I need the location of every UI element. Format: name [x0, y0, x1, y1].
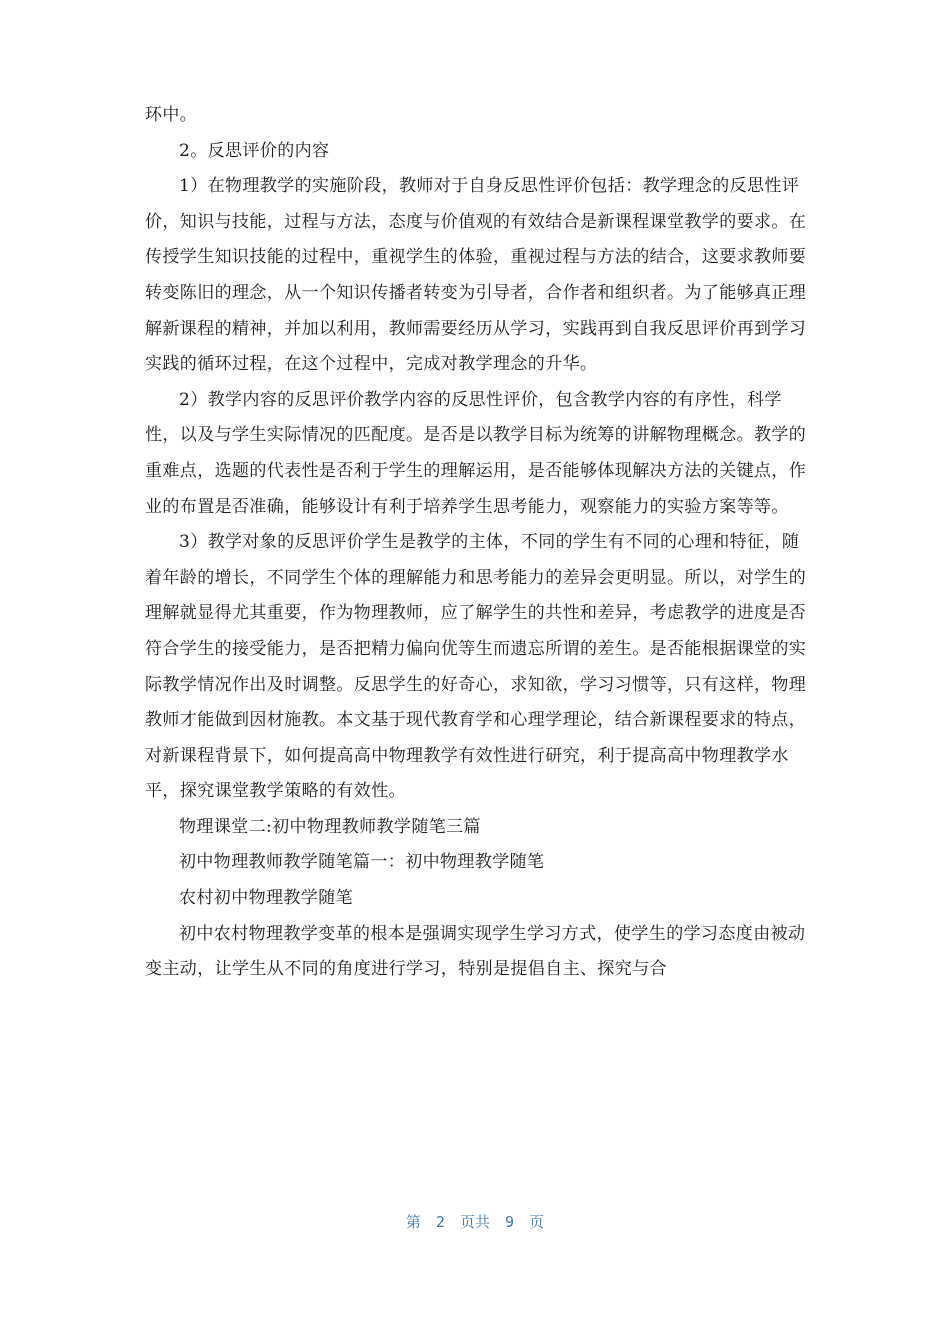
page-footer	[0, 1211, 950, 1232]
paragraph: 环中。	[145, 105, 198, 125]
page-label-prefix: 第	[405, 1213, 421, 1231]
section-heading: 2。反思评价的内容	[179, 140, 330, 161]
paragraph: 1）在物理教学的实施阶段，教师对于自身反思性评价包括：教学理念的反思性评价，知识与技能，过程与方法，态度与价值观的有效结合是新课程课堂教学的要求。在传授学生知识技能的过程中，重视学生的体验，重视过程与方法的结合，这要求教师要转变陈旧的理念，从一个知识传播者转变为引导者，合作者和组织者。为了能够真正理解新课程的精神，并加以利用，教师需要经历从学习，实践再到自我反思评价再到学习实践的循环过程，在这个过程中，完成对教学理念的升华。	[145, 176, 807, 375]
paragraph: 2）教学内容的反思评价教学内容的反思性评价，包含教学内容的有序性，科学性，以及与学生实际情况的匹配度。是否是以教学目标为统筹的讲解物理概念。教学的重难点，选题的代表性是否利于学生的理解运用，是否能够体现解决方法的关键点，作业的布置是否准确，能够设计有利于培养学生思考能力，观察能力的实验方案等等。	[145, 389, 807, 517]
section-heading: 初中物理教师教学随笔篇一：初中物理教学随笔	[179, 852, 545, 873]
paragraph: 3）教学对象的反思评价学生是教学的主体，不同的学生有不同的心理和特征，随着年龄的增长，不同学生个体的理解能力和思考能力的差异会更明显。所以，对学生的理解就显得尤其重要，作为物理教师，应了解学生的共性和差异，考虑教学的进度是否符合学生的接受能力，是否把精力偏向优等生而遗忘所谓的差生。是否能根据课堂的实际教学情况作出及时调整。反思学生的好奇心，求知欲，学习习惯等，只有这样，物理教师才能做到因材施教。本文基于现代教育学和心理学理论，结合新课程要求的特点，对新课程背景下，如何提高高中物理教学有效性进行研究，利于提高高中物理教学水平，探究课堂教学策略的有效性。	[145, 532, 807, 802]
page-label-middle: 页共	[459, 1213, 490, 1231]
section-heading: 农村初中物理教学随笔	[179, 888, 353, 909]
current-page-number: 2	[435, 1213, 445, 1231]
document-body	[145, 98, 810, 988]
total-pages-number: 9	[505, 1213, 515, 1231]
page-label-suffix: 页	[529, 1213, 545, 1231]
section-heading: 物理课堂二:初中物理教师教学随笔三篇	[179, 816, 481, 837]
paragraph: 初中农村物理教学变革的根本是强调实现学生学习方式，使学生的学习态度由被动变主动，让学生从不同的角度进行学习，特别是提倡自主、探究与合	[145, 923, 806, 980]
